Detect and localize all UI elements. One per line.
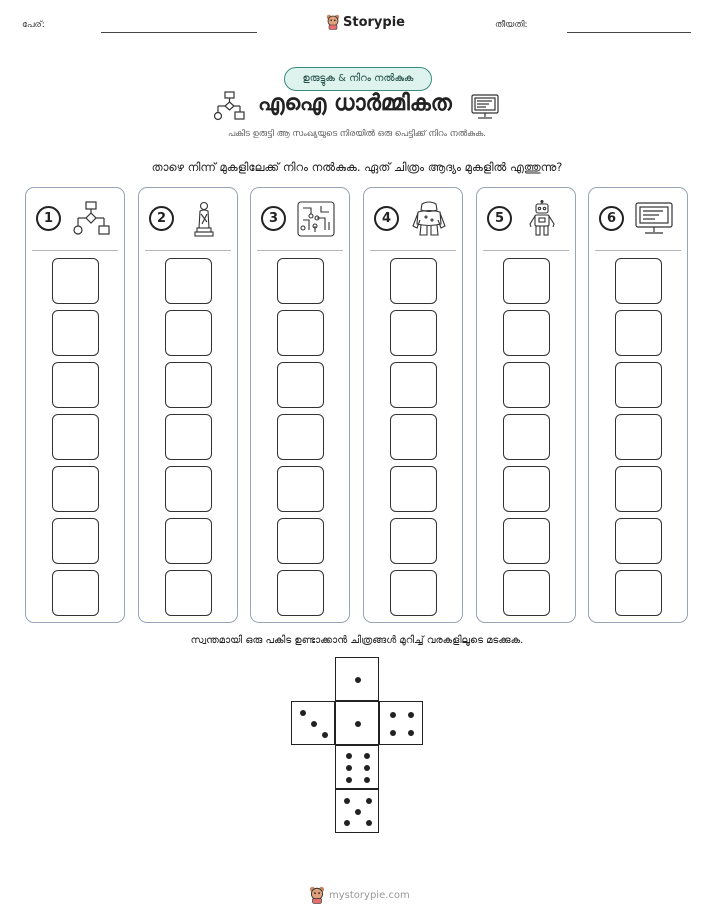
color-box[interactable]: [165, 362, 212, 408]
color-box[interactable]: [52, 414, 99, 460]
die-face-right: [379, 701, 423, 745]
color-box[interactable]: [165, 414, 212, 460]
computer-monitor-icon: [633, 200, 675, 238]
die-pip: [364, 765, 370, 771]
color-box[interactable]: [390, 414, 437, 460]
column-3: [250, 187, 350, 623]
color-box[interactable]: [52, 310, 99, 356]
color-box[interactable]: [503, 362, 550, 408]
bear-mascot-icon: [326, 14, 340, 30]
color-box[interactable]: [615, 466, 662, 512]
die-face-center: [335, 701, 379, 745]
color-box[interactable]: [52, 466, 99, 512]
question-text: താഴെ നിന്ന് മുകളിലേക്ക് നിറം നൽകുക. ഏത് ചിത്രം ആദ്യം മുകളിൽ എത്തുന്നു?: [151, 160, 563, 174]
name-line[interactable]: [101, 32, 257, 33]
column-number: 5: [487, 206, 512, 231]
column-5: [476, 187, 576, 623]
die-instructions: സ്വന്തമായി ഒരു പകിട ഉണ്ടാക്കാൻ ചിത്രങ്ങൾ മുറിച്ച് വരകളിലൂടെ മടക്കുക.: [190, 635, 524, 646]
color-box[interactable]: [52, 570, 99, 616]
color-box[interactable]: [390, 570, 437, 616]
column-number: 6: [599, 206, 624, 231]
die-pip: [344, 798, 350, 804]
color-box[interactable]: [390, 362, 437, 408]
column-2: [138, 187, 238, 623]
color-box[interactable]: [277, 310, 324, 356]
column-4: [363, 187, 463, 623]
color-box[interactable]: [165, 466, 212, 512]
color-box[interactable]: [277, 466, 324, 512]
footer-url[interactable]: mystorypie.com: [329, 889, 410, 901]
die-face-top: [335, 657, 379, 701]
color-box[interactable]: [390, 258, 437, 304]
brand-name: Storypie: [343, 14, 405, 30]
color-box[interactable]: [503, 414, 550, 460]
color-box[interactable]: [52, 362, 99, 408]
color-box[interactable]: [503, 570, 550, 616]
color-box[interactable]: [503, 518, 550, 564]
die-pip: [366, 820, 372, 826]
die-face-lower: [335, 745, 379, 789]
bear-mascot-icon: [309, 886, 325, 904]
column-divider: [370, 250, 456, 251]
die-pip: [355, 677, 361, 683]
date-line[interactable]: [567, 32, 691, 33]
color-box[interactable]: [165, 310, 212, 356]
color-box[interactable]: [615, 570, 662, 616]
color-box[interactable]: [390, 310, 437, 356]
die-pip: [346, 777, 352, 783]
color-box[interactable]: [615, 362, 662, 408]
color-box[interactable]: [52, 518, 99, 564]
color-box[interactable]: [277, 570, 324, 616]
column-number: 3: [261, 206, 286, 231]
die-pip: [364, 753, 370, 759]
color-box[interactable]: [503, 258, 550, 304]
date-label: തീയതി:: [495, 20, 528, 30]
column-divider: [257, 250, 343, 251]
color-box[interactable]: [165, 518, 212, 564]
column-1: [25, 187, 125, 623]
color-box[interactable]: [165, 258, 212, 304]
computer-monitor-icon: [470, 93, 500, 121]
color-box[interactable]: [277, 518, 324, 564]
die-pip: [390, 712, 396, 718]
color-box[interactable]: [277, 258, 324, 304]
page-title: എഐ ധാർമ്മികത: [258, 91, 452, 116]
color-box[interactable]: [390, 466, 437, 512]
color-box[interactable]: [615, 518, 662, 564]
die-pip: [300, 710, 306, 716]
color-box[interactable]: [52, 258, 99, 304]
die-face-left: [291, 701, 335, 745]
die-pip: [355, 809, 361, 815]
flowchart-icon: [70, 200, 112, 238]
subtitle: പകിട ഉരുട്ടി ആ സംഖ്യയുടെ നിരയിൽ ഒരു പെട്ടിക്ക് നിറം നൽകുക.: [228, 129, 486, 139]
die-pip: [346, 753, 352, 759]
column-6: [588, 187, 688, 623]
column-number: 4: [374, 206, 399, 231]
column-number: 1: [36, 206, 61, 231]
color-box[interactable]: [615, 414, 662, 460]
die-pip: [322, 732, 328, 738]
die-pip: [344, 820, 350, 826]
golem-icon: [408, 200, 450, 238]
color-box[interactable]: [615, 258, 662, 304]
color-box[interactable]: [165, 570, 212, 616]
philosopher-statue-icon: [183, 200, 225, 238]
die-face-bottom: [335, 789, 379, 833]
column-divider: [595, 250, 681, 251]
name-label: പേര്:: [22, 20, 45, 30]
color-box[interactable]: [277, 414, 324, 460]
die-pip: [408, 712, 414, 718]
column-divider: [483, 250, 569, 251]
activity-pill: ഉരുട്ടുക & നിറം നൽകുക: [284, 67, 432, 91]
footer: [309, 886, 410, 904]
color-box[interactable]: [503, 310, 550, 356]
column-divider: [145, 250, 231, 251]
die-pip: [364, 777, 370, 783]
brand-logo: [326, 14, 405, 30]
flowchart-icon: [212, 90, 246, 122]
color-box[interactable]: [390, 518, 437, 564]
color-box[interactable]: [615, 310, 662, 356]
die-pip: [311, 721, 317, 727]
die-pip: [346, 765, 352, 771]
robot-icon: [521, 200, 563, 238]
die-pip: [390, 730, 396, 736]
color-box[interactable]: [503, 466, 550, 512]
column-divider: [32, 250, 118, 251]
circuit-board-icon: [295, 200, 337, 238]
die-pip: [366, 798, 372, 804]
die-pip: [355, 721, 361, 727]
column-number: 2: [149, 206, 174, 231]
die-pip: [408, 730, 414, 736]
color-box[interactable]: [277, 362, 324, 408]
